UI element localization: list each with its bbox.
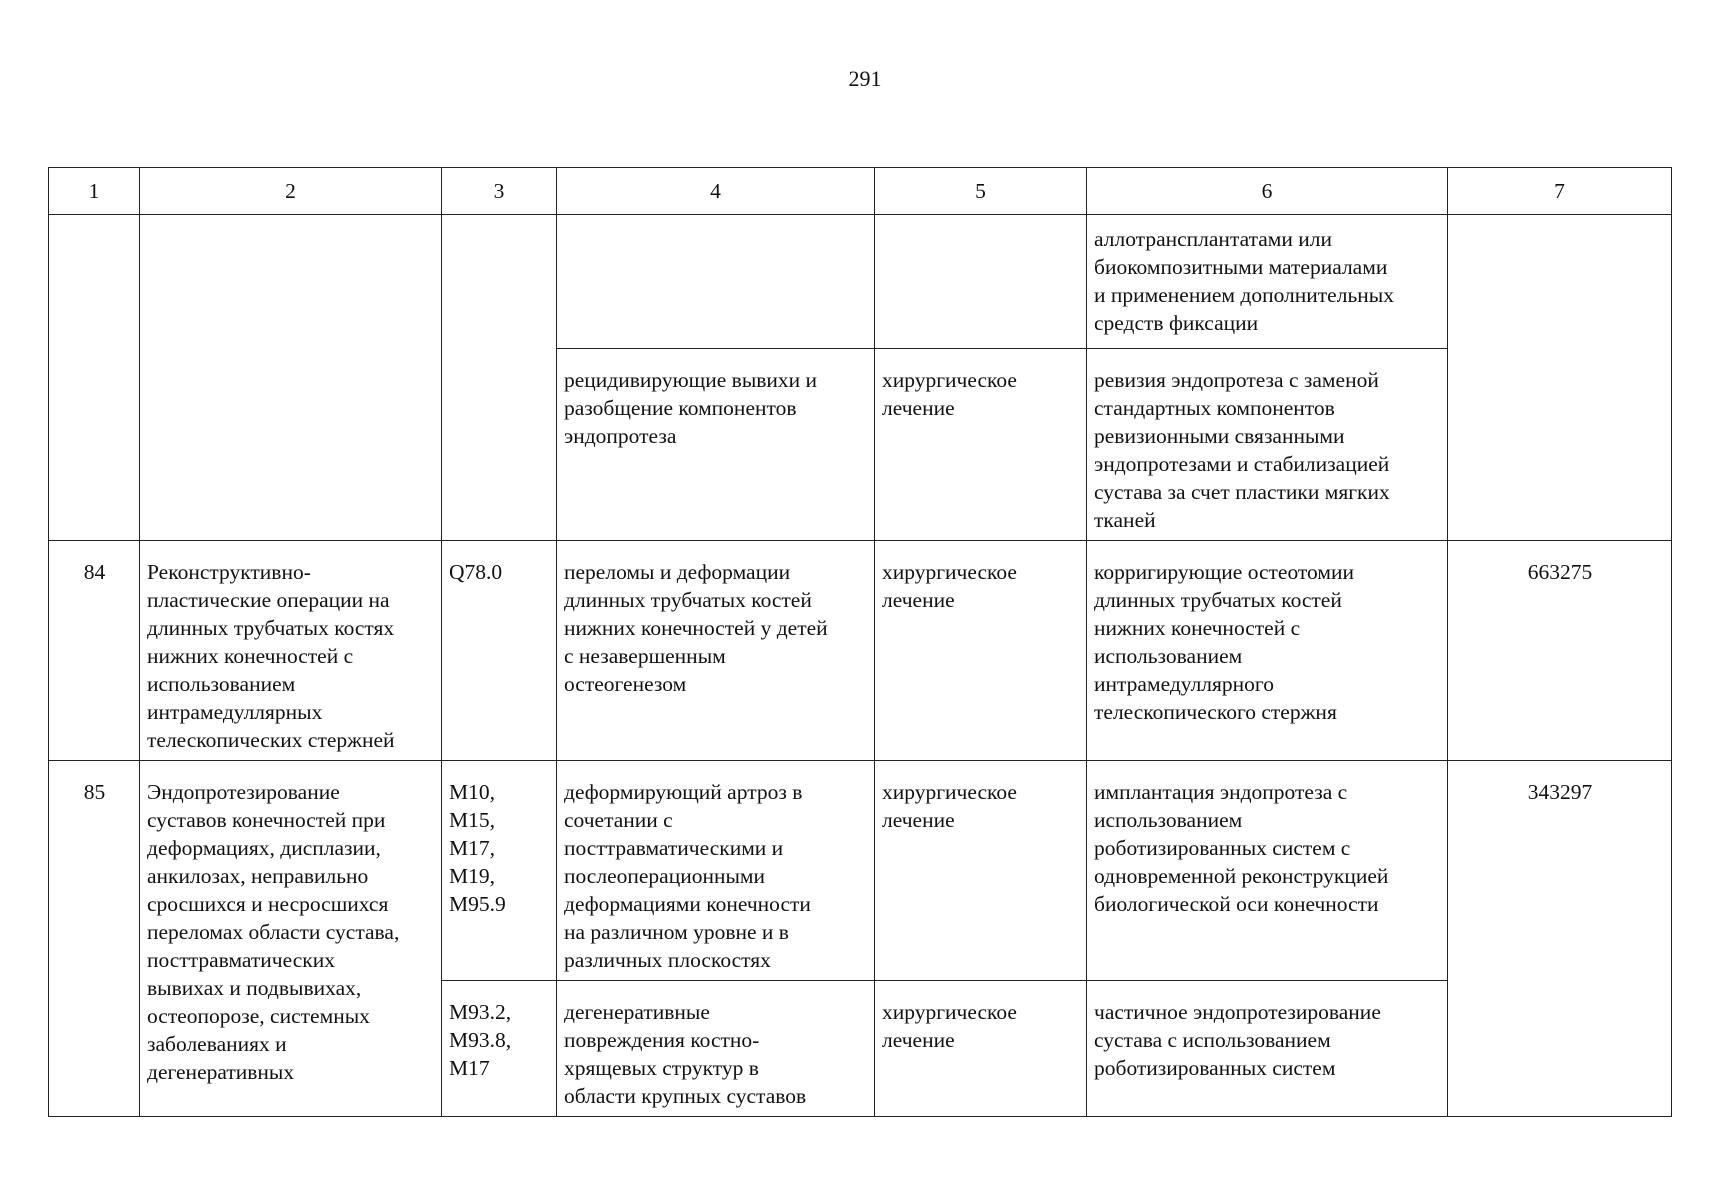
table-row — [49, 761, 1672, 981]
patient-model: деформирующий артроз в сочетании с посттравматическими и послеоперационными деформациями конечности на различном уровне и в различных плоскостях — [557, 761, 875, 981]
header-col-5: 5 — [875, 168, 1087, 215]
cont-method-cell: аллотрансплантатами или биокомпозитными материалами и применением дополнительных средств фиксации — [1087, 215, 1448, 349]
icd-codes: M93.2, M93.8, M17 — [442, 981, 557, 1117]
treatment-type: хирургическое лечение — [875, 541, 1087, 761]
patient-model: дегенеративные повреждения костно- хрящевых структур в области крупных суставов — [557, 981, 875, 1117]
header-col-6: 6 — [1087, 168, 1448, 215]
treatment-cell: хирургическое лечение — [875, 349, 1087, 541]
cont-num-cell — [49, 215, 140, 541]
services-table — [48, 167, 1672, 1117]
cont-cost-cell — [1448, 215, 1672, 541]
service-name: Реконструктивно- пластические операции на длинных трубчатых костях нижних конечностей с использованием интрамедуллярных телескопических стержней — [140, 541, 442, 761]
service-name: Эндопротезирование суставов конечностей при деформациях, дисплазии, анкилозах, неправильно сросшихся и несросшихся переломах области сустава, посттравматических вывихах и подвывихах, остеопорозе, системных заболеваниях и дегенеративных — [140, 761, 442, 1117]
header-col-2: 2 — [140, 168, 442, 215]
method-cell: ревизия эндопротеза с заменой стандартных компонентов ревизионными связанными эндопротезами и стабилизацией сустава за счет пластики мягких тканей — [1087, 349, 1448, 541]
cost-value: 343297 — [1448, 761, 1672, 1117]
cost-value: 663275 — [1448, 541, 1672, 761]
patient-model: переломы и деформации длинных трубчатых костей нижних конечностей у детей с незавершенным остеогенезом — [557, 541, 875, 761]
header-col-1: 1 — [49, 168, 140, 215]
header-col-3: 3 — [442, 168, 557, 215]
row-number: 85 — [49, 761, 140, 1117]
table-row — [49, 541, 1672, 761]
header-col-4: 4 — [557, 168, 875, 215]
treatment-method: корригирующие остеотомии длинных трубчатых костей нижних конечностей с использованием интрамедуллярного телескопического стержня — [1087, 541, 1448, 761]
cont-model-cell — [557, 215, 875, 349]
treatment-type: хирургическое лечение — [875, 761, 1087, 981]
treatment-type: хирургическое лечение — [875, 981, 1087, 1117]
table-row — [49, 215, 1672, 349]
cont-codes-cell — [442, 215, 557, 541]
model-cell: рецидивирующие вывихи и разобщение компонентов эндопротеза — [557, 349, 875, 541]
icd-codes: Q78.0 — [442, 541, 557, 761]
header-col-7: 7 — [1448, 168, 1672, 215]
cont-treatment-cell — [875, 215, 1087, 349]
icd-codes: M10, M15, M17, M19, M95.9 — [442, 761, 557, 981]
treatment-method: частичное эндопротезирование сустава с использованием роботизированных систем — [1087, 981, 1448, 1117]
table-header-row — [49, 168, 1672, 215]
cont-name-cell — [140, 215, 442, 541]
page-number: 291 — [848, 66, 882, 91]
row-number: 84 — [49, 541, 140, 761]
treatment-method: имплантация эндопротеза с использованием роботизированных систем с одновременной реконструкцией биологической оси конечности — [1087, 761, 1448, 981]
